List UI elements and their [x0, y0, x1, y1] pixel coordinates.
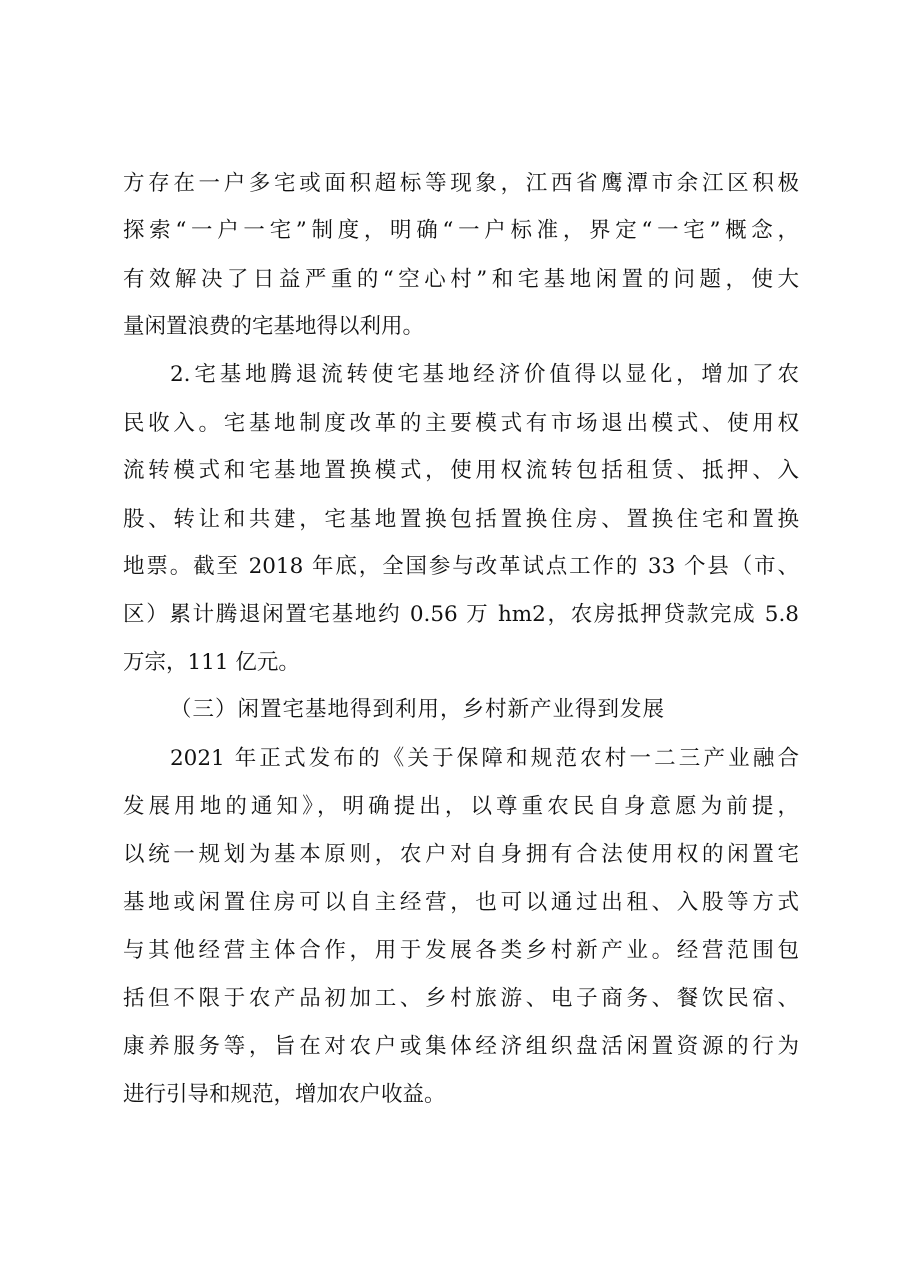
- paragraph-1-line-1: 方存在一户多宅或面积超标等现象，江西省鹰潭市余江区积极: [123, 171, 799, 196]
- paragraph-2-line-1: 2.宅基地腾退流转使宅基地经济价值得以显化，增加了农: [170, 362, 799, 387]
- paragraph-3-line-5: 与其他经营主体合作，用于发展各类乡村新产业。经营范围包: [123, 938, 799, 963]
- paragraph-2-line-3: 流转模式和宅基地置换模式，使用权流转包括租赁、抵押、入: [123, 458, 799, 483]
- paragraph-1-line-4: 量闲置浪费的宅基地得以利用。: [123, 314, 425, 339]
- section-heading: （三）闲置宅基地得到利用，乡村新产业得到发展: [170, 697, 666, 722]
- paragraph-2-line-4: 股、转让和共建，宅基地置换包括置换住房、置换住宅和置换: [123, 507, 799, 532]
- paragraph-2-line-5: 地票。截至 2018 年底，全国参与改革试点工作的 33 个县（市、: [123, 554, 799, 579]
- paragraph-3-line-1: 2021 年正式发布的《关于保障和规范农村一二三产业融合: [170, 746, 799, 771]
- paragraph-3-line-2: 发展用地的通知》，明确提出，以尊重农民自身意愿为前提，: [123, 794, 799, 819]
- paragraph-3-line-4: 基地或闲置住房可以自主经营，也可以通过出租、入股等方式: [123, 890, 799, 915]
- paragraph-3-line-7: 康养服务等，旨在对农户或集体经济组织盘活闲置资源的行为: [123, 1034, 799, 1059]
- paragraph-2-line-2: 民收入。宅基地制度改革的主要模式有市场退出模式、使用权: [123, 411, 799, 436]
- paragraph-3-line-8: 进行引导和规范，增加农户收益。: [123, 1082, 446, 1107]
- paragraph-3-line-3: 以统一规划为基本原则，农户对自身拥有合法使用权的闲置宅: [123, 842, 799, 867]
- paragraph-3-line-6: 括但不限于农产品初加工、乡村旅游、电子商务、餐饮民宿、: [123, 986, 799, 1011]
- paragraph-2-line-6: 区）累计腾退闲置宅基地约 0.56 万 hm2，农房抵押贷款完成 5.8: [123, 602, 799, 627]
- paragraph-1-line-2: 探索“一户一宅”制度，明确“一户标准，界定“一宅”概念，: [123, 218, 799, 243]
- paragraph-2-line-7: 万宗，111 亿元。: [123, 650, 300, 675]
- paragraph-1-line-3: 有效解决了日益严重的“空心村”和宅基地闲置的问题，使大: [123, 267, 799, 292]
